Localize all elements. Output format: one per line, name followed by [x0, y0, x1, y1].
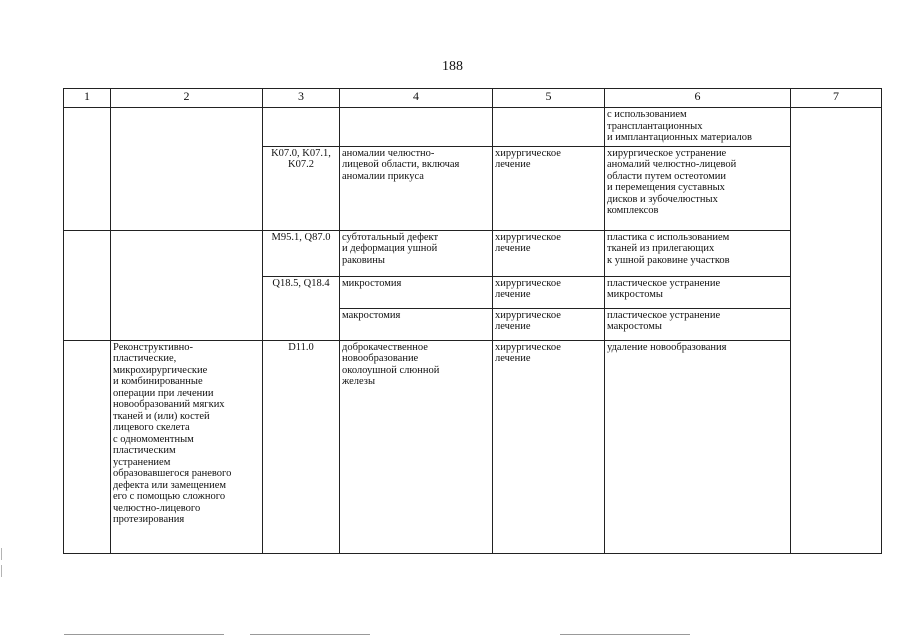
column-header-5: 5 — [493, 89, 605, 108]
scan-artifact-line — [64, 634, 224, 635]
table-cell — [64, 108, 111, 231]
table-cell — [111, 108, 263, 231]
table-row — [64, 108, 882, 147]
treatment-method-cell: с использованием трансплантационных и имплантационных материалов — [605, 108, 791, 147]
treatment-type-cell: хирургическое лечение — [493, 276, 605, 308]
diagnosis-code-cell: M95.1, Q87.0 — [263, 230, 340, 276]
scan-artifact-tick — [1, 548, 2, 560]
patient-model-cell: аномалии челюстно- лицевой области, включая аномалии прикуса — [340, 146, 493, 230]
column-header-3: 3 — [263, 89, 340, 108]
intervention-type-cell — [111, 230, 263, 340]
patient-model-cell: доброкачественное новообразование околоушной слюнной железы — [340, 340, 493, 553]
patient-model-cell: субтотальный дефект и деформация ушной раковины — [340, 230, 493, 276]
scan-artifact-tick — [1, 565, 2, 577]
treatment-method-cell: удаление новообразования — [605, 340, 791, 553]
table-cell — [340, 108, 493, 147]
column-header-1: 1 — [64, 89, 111, 108]
treatment-type-cell: хирургическое лечение — [493, 340, 605, 553]
diagnosis-code-cell: D11.0 — [263, 340, 340, 553]
treatment-method-cell: пластика с использованием тканей из прилегающих к ушной раковине участков — [605, 230, 791, 276]
scan-artifact-line — [560, 634, 690, 635]
page-number: 188 — [442, 59, 463, 74]
diagnosis-code-cell: K07.0, K07.1, K07.2 — [263, 146, 340, 230]
table-cell — [64, 230, 111, 340]
column-header-4: 4 — [340, 89, 493, 108]
treatment-method-cell: пластическое устранение макростомы — [605, 308, 791, 340]
column-number-header — [64, 89, 882, 108]
treatment-type-cell: хирургическое лечение — [493, 308, 605, 340]
table-cell — [791, 108, 882, 554]
treatment-method-cell: пластическое устранение микростомы — [605, 276, 791, 308]
column-header-2: 2 — [111, 89, 263, 108]
medical-procedures-table — [63, 88, 882, 554]
table-row — [64, 340, 882, 553]
table-row — [64, 230, 882, 276]
column-header-7: 7 — [791, 89, 882, 108]
table-cell — [64, 340, 111, 553]
treatment-method-cell: хирургическое устранение аномалий челюстно-лицевой области путем остеотомии и перемещения суставных дисков и зубочелюстных комплексов — [605, 146, 791, 230]
scan-artifact-line — [250, 634, 370, 635]
table-cell — [263, 108, 340, 147]
patient-model-cell: макростомия — [340, 308, 493, 340]
patient-model-cell: микростомия — [340, 276, 493, 308]
intervention-type-cell: Реконструктивно- пластические, микрохирургические и комбинированные операции при лечении новообразований мягких тканей и (или) костей лицевого скелета с одномоментным пластическим устранением образовавшегося раневого дефекта или замещением его с помощью сложного челюстно-лицевого протезирования — [111, 340, 263, 553]
column-header-6: 6 — [605, 89, 791, 108]
diagnosis-code-cell: Q18.5, Q18.4 — [263, 276, 340, 340]
table-cell — [493, 108, 605, 147]
treatment-type-cell: хирургическое лечение — [493, 146, 605, 230]
treatment-type-cell: хирургическое лечение — [493, 230, 605, 276]
